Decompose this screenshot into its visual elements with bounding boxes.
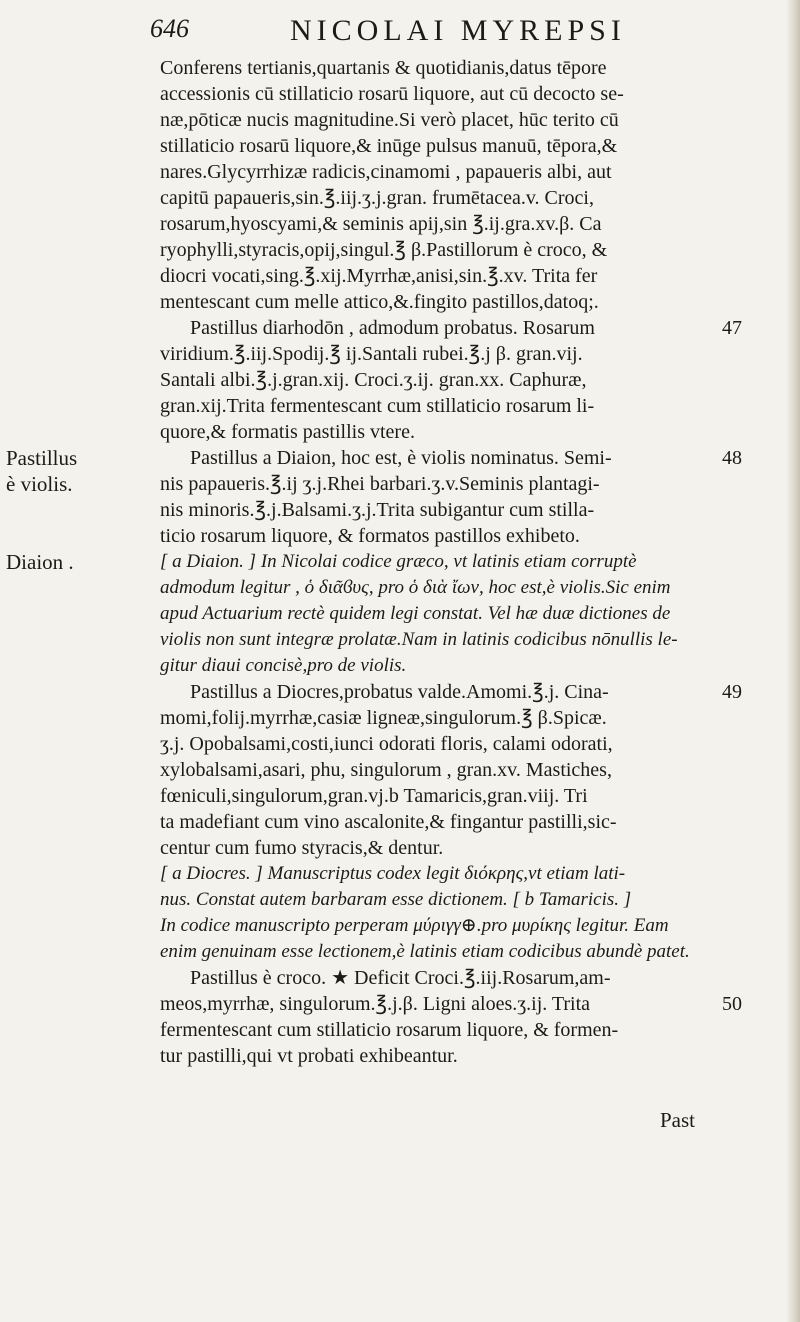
text-line: capitū papaueris,sin.℥.iij.ʒ.j.gran. frumētacea.v. Croci, xyxy=(160,187,594,209)
text-line: stillaticio rosarū liquore,& inūge pulsus manuū, tēpora,& xyxy=(160,135,618,157)
text-line: tur pastilli,qui vt probati exhibeantur. xyxy=(160,1045,458,1067)
note-line: [ a Diocres. ] Manuscriptus codex legit διόκρης,vt etiam lati- xyxy=(160,863,626,884)
text-line: rosarum,hyoscyami,& seminis apij,sin ℥.ij.gra.xv.β. Ca xyxy=(160,213,602,235)
text-line: næ,pōticæ nucis magnitudine.Si verò placet, hūc terito cū xyxy=(160,109,619,131)
running-header xyxy=(150,14,710,52)
text-line: nis minoris.℥.j.Balsami.ʒ.j.Trita subigantur cum stilla- xyxy=(160,499,595,521)
note-line: apud Actuarium rectè quidem legi constat. Vel hæ duæ dictiones de xyxy=(160,603,671,624)
margin-number: 49 xyxy=(722,681,742,703)
catchword: Past xyxy=(660,1108,696,1132)
running-title: NICOLAI MYREPSI xyxy=(290,14,626,47)
text-line: diocri vocati,sing.℥.xij.Myrrhæ,anisi,sin.℥.xv. Trita fer xyxy=(160,265,598,287)
text-line: Santali albi.℥.j.gran.xij. Croci.ʒ.ij. gran.xx. Caphuræ, xyxy=(160,369,587,391)
margin-note: Pastillus xyxy=(6,446,78,470)
note-line: gitur diaui concisè,pro de violis. xyxy=(160,655,407,676)
text-line: gran.xij.Trita fermentescant cum stillaticio rosarum li- xyxy=(160,395,595,417)
text-line: fermentescant cum stillaticio rosarum liquore, & formen- xyxy=(160,1019,619,1041)
text-line: accessionis cū stillaticio rosarū liquore, aut cū decocto se- xyxy=(160,83,624,105)
text-line: momi,folij.myrrhæ,casiæ ligneæ,singulorum.℥ β.Spicæ. xyxy=(160,707,607,729)
text-line: mentescant cum melle attico,&.fingito pastillos,datoq;. xyxy=(160,291,599,313)
note-line: nus. Constat autem barbaram esse dictionem. [ b Tamaricis. ] xyxy=(160,889,632,910)
text-line: ta madefiant cum vino ascalonite,& fingantur pastilli,sic- xyxy=(160,811,617,833)
note-line: In codice manuscripto perperam μύριγγ⊕.pro μυρίκης legitur. Eam xyxy=(160,915,669,936)
text-line: nares.Glycyrrhizæ radicis,cinamomi , papaueris albi, aut xyxy=(160,161,612,183)
margin-note: Diaion . xyxy=(6,550,74,574)
text-line: ʒ.j. Opobalsami,costi,iunci odorati floris, calami odorati, xyxy=(160,733,613,755)
margin-number: 50 xyxy=(722,993,742,1015)
note-line: admodum legitur , ὁ διᾶϐυς, pro ὁ διὰ ἴων, hoc est,è violis.Sic enim xyxy=(160,577,671,598)
note-line: violis non sunt integræ prolatæ.Nam in latinis codicibus nōnullis le- xyxy=(160,629,678,650)
text-line: Pastillus è croco. ★ Deficit Croci.℥.iij.Rosarum,am- xyxy=(190,967,611,989)
text-line: fœniculi,singulorum,gran.vj.b Tamaricis,gran.viij. Tri xyxy=(160,785,588,807)
text-line: Pastillus a Diocres,probatus valde.Amomi.℥.j. Cina- xyxy=(190,681,609,703)
margin-number: 48 xyxy=(722,447,742,469)
page-spine-edge xyxy=(786,0,800,1322)
page-number: 646 xyxy=(150,14,189,43)
margin-number: 47 xyxy=(722,317,742,339)
text-line: ticio rosarum liquore, & formatos pastillos exhibeto. xyxy=(160,525,580,547)
text-line: xylobalsami,asari, phu, singulorum , gran.xv. Mastiches, xyxy=(160,759,612,781)
text-line: meos,myrrhæ, singulorum.℥.j.β. Ligni aloes.ʒ.ij. Trita xyxy=(160,993,591,1015)
text-line: ryophylli,styracis,opij,singul.℥ β.Pastillorum è croco, & xyxy=(160,239,608,261)
text-line: centur cum fumo styracis,& dentur. xyxy=(160,837,444,859)
text-line: Pastillus diarhodōn , admodum probatus. Rosarum xyxy=(190,317,595,339)
text-line: Pastillus a Diaion, hoc est, è violis nominatus. Semi- xyxy=(190,447,612,469)
note-line: enim genuinam esse lectionem,è latinis etiam codicibus abundè patet. xyxy=(160,941,690,962)
text-line: Conferens tertianis,quartanis & quotidianis,datus tēpore xyxy=(160,57,607,79)
text-line: nis papaueris.℥.ij ʒ.j.Rhei barbari.ʒ.v.Seminis plantagi- xyxy=(160,473,600,495)
text-line: quore,& formatis pastillis vtere. xyxy=(160,421,415,443)
margin-note: è violis. xyxy=(6,472,73,496)
text-line: viridium.℥.iij.Spodij.℥ ij.Santali rubei.℥.j β. gran.vij. xyxy=(160,343,583,365)
note-line: [ a Diaion. ] In Nicolai codice græco, vt latinis etiam corruptè xyxy=(160,551,637,572)
